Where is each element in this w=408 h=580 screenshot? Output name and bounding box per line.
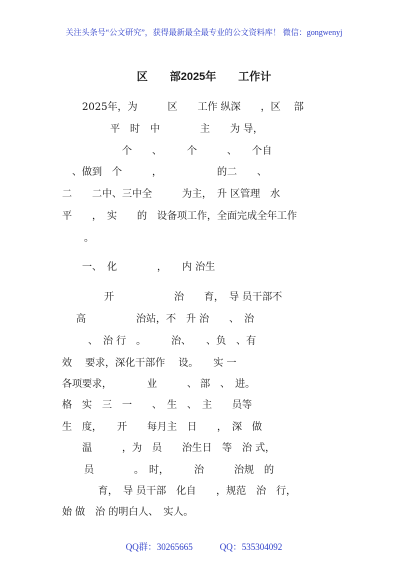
paragraph-line: 高 治站，不 升 治 、 治	[76, 314, 255, 325]
paragraph-line: 育， 导 员干部 化自 ，规范 治 行，	[98, 486, 297, 497]
paragraph-line: 。	[84, 233, 94, 244]
paragraph-line: 温 ，为 员 治生日 等 治 式，	[82, 443, 276, 454]
paragraph-line: 平 ， 实 的 设备项工作，全面完成全年工作	[62, 211, 297, 222]
paragraph-line: 2025年，为 区 工作 纵深 ，区 部	[82, 102, 304, 113]
paragraph-line: 个 、 个 、 个自	[112, 146, 272, 157]
paragraph-line: 、 治 行 。 治、 、负 、有	[88, 336, 257, 347]
section-heading: 一、 化 ， 内 治生	[82, 262, 216, 273]
paragraph-line: 平 时 中 主 为 导，	[100, 124, 264, 135]
paragraph-line: 各项要求， 业 、 部 、 进。	[62, 379, 256, 390]
paragraph-line: 员 。 时， 治 治规 的	[84, 465, 274, 476]
header-promo-note: 关注头条号“公文研究”，获得最新最全最专业的公文资料库！ 微信：gongwenyj	[65, 28, 343, 37]
paragraph-line: 始 做 治 的明白人、 实人。	[62, 507, 194, 518]
paragraph-line: 效 要求，深化干部作 设。 实 一	[62, 358, 237, 369]
footer-contact-note: QQ群：30265665 QQ：535304092	[125, 542, 283, 552]
paragraph-line: 格 实 三 一 、 生 、 主 员等	[62, 400, 252, 411]
document-title: 区 部2025年 工作计	[136, 71, 272, 83]
paragraph-line: 、做到 个 ， 的二 、	[72, 167, 267, 178]
paragraph-line: 二 二中、三中全 为主， 升 区管理 水	[62, 189, 281, 200]
paragraph-line: 生 度， 开 每月主 日 ， 深 做	[62, 422, 262, 433]
paragraph-line: 开 治 育， 导 员干部不	[104, 292, 283, 303]
